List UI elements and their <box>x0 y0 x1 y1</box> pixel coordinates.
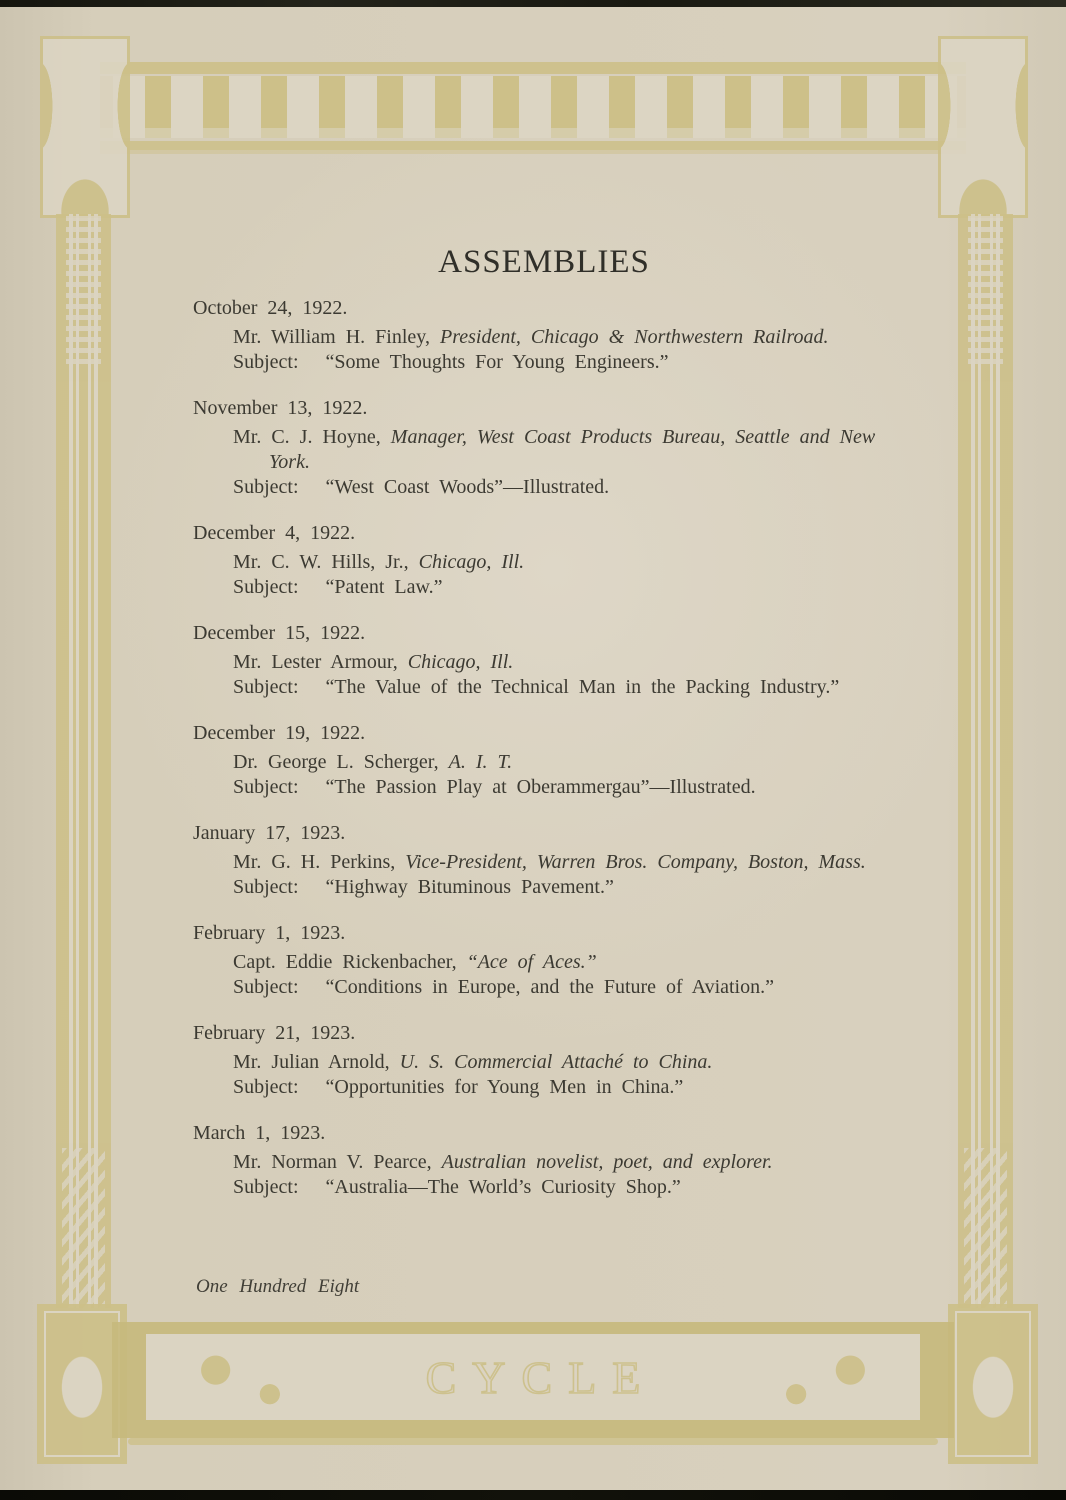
assembly-speaker-line <box>233 850 895 875</box>
assembly-entry <box>193 921 895 1000</box>
assembly-speaker-line <box>233 950 895 975</box>
subject-text: “The Value of the Technical Man in the Packing Industry.” <box>325 676 840 698</box>
subject-text: “Opportunities for Young Men in China.” <box>325 1076 684 1098</box>
subject-label: Subject: <box>233 1076 309 1098</box>
border-pillar-left <box>56 214 111 1308</box>
border-bottom-band <box>112 1322 954 1438</box>
subject-label: Subject: <box>233 1176 309 1198</box>
assembly-date: December 15, 1922. <box>193 622 366 644</box>
border-corner-top-left <box>40 36 130 218</box>
assembly-date: January 17, 1923. <box>193 822 346 844</box>
speaker-name: Mr. Norman V. Pearce, <box>233 1151 442 1173</box>
assembly-subject-line <box>233 575 895 600</box>
speaker-affiliation: A. I. T. <box>448 751 513 773</box>
border-bottom-rail <box>128 1438 938 1445</box>
assembly-date: December 4, 1922. <box>193 522 356 544</box>
speaker-name: Mr. Lester Armour, <box>233 651 408 673</box>
subject-text: “Australia—The World’s Curiosity Shop.” <box>325 1176 681 1198</box>
border-corner-bottom-right <box>948 1304 1038 1464</box>
assembly-entry <box>193 821 895 900</box>
cycle-motif-text: CYCLE <box>425 1351 657 1403</box>
assembly-entry <box>193 396 895 500</box>
speaker-affiliation: Australian novelist, poet, and explorer. <box>441 1151 773 1173</box>
assembly-entry <box>193 1121 895 1200</box>
speaker-affiliation: “Ace of Aces.” <box>466 951 597 973</box>
assembly-subject-line <box>233 1075 895 1100</box>
speaker-name: Mr. Julian Arnold, <box>233 1051 400 1073</box>
speaker-affiliation: Manager, West Coast Products Bureau, Seattle and New York. <box>269 426 876 473</box>
assembly-entry <box>193 521 895 600</box>
assembly-date: December 19, 1922. <box>193 722 366 744</box>
page-number-folio: One Hundred Eight <box>196 1276 360 1297</box>
page-title: ASSEMBLIES <box>438 244 650 280</box>
subject-label: Subject: <box>233 476 309 498</box>
subject-label: Subject: <box>233 576 309 598</box>
speaker-affiliation: Chicago, Ill. <box>407 651 514 673</box>
subject-text: “Conditions in Europe, and the Future of Aviation.” <box>325 976 774 998</box>
assembly-entry <box>193 296 895 375</box>
subject-text: “Some Thoughts For Young Engineers.” <box>325 351 669 373</box>
speaker-name: Mr. C. W. Hills, Jr., <box>233 551 419 573</box>
assembly-subject-line <box>233 975 895 1000</box>
subject-label: Subject: <box>233 776 309 798</box>
assembly-entry <box>193 721 895 800</box>
assembly-speaker-line <box>233 1050 895 1075</box>
assembly-date: March 1, 1923. <box>193 1122 326 1144</box>
scan-edge-bottom <box>0 1490 1066 1500</box>
assembly-speaker-line <box>233 1150 895 1175</box>
subject-text: “Highway Bituminous Pavement.” <box>325 876 614 898</box>
border-top-lower-rail <box>100 141 966 150</box>
assembly-subject-line <box>233 875 895 900</box>
speaker-name: Mr. William H. Finley, <box>233 326 440 348</box>
subject-label: Subject: <box>233 876 309 898</box>
speaker-affiliation: President, Chicago & Northwestern Railroad. <box>439 326 829 348</box>
speaker-name: Dr. George L. Scherger, <box>233 751 449 773</box>
subject-text: “Patent Law.” <box>325 576 443 598</box>
border-pillar-right <box>958 214 1013 1308</box>
border-bottom-scrollwork <box>146 1334 920 1420</box>
assembly-date: February 1, 1923. <box>193 922 346 944</box>
border-corner-top-right <box>938 36 1028 218</box>
assembly-date: November 13, 1922. <box>193 397 368 419</box>
assembly-list <box>193 296 895 1200</box>
assembly-subject-line <box>233 350 895 375</box>
speaker-affiliation: Chicago, Ill. <box>418 551 525 573</box>
speaker-name: Mr. C. J. Hoyne, <box>233 426 391 448</box>
assembly-speaker-line <box>233 650 895 675</box>
assembly-speaker-line <box>233 550 895 575</box>
speaker-name: Mr. G. H. Perkins, <box>233 851 406 873</box>
assembly-date: February 21, 1923. <box>193 1022 356 1044</box>
assembly-speaker-line <box>233 750 895 775</box>
assembly-subject-line <box>233 1175 895 1200</box>
border-top-panels <box>100 76 966 138</box>
assembly-speaker-line <box>233 425 895 475</box>
speaker-affiliation: U. S. Commercial Attaché to China. <box>399 1051 713 1073</box>
subject-text: “The Passion Play at Oberammergau”—Illustrated. <box>325 776 756 798</box>
assembly-entry <box>193 621 895 700</box>
page-body <box>193 244 895 1221</box>
subject-label: Subject: <box>233 676 309 698</box>
speaker-affiliation: Vice-President, Warren Bros. Company, Boston, Mass. <box>405 851 866 873</box>
assembly-subject-line <box>233 475 895 500</box>
assembly-subject-line <box>233 675 895 700</box>
border-top-rail <box>100 62 966 74</box>
speaker-name: Capt. Eddie Rickenbacher, <box>233 951 467 973</box>
assembly-speaker-line <box>233 325 895 350</box>
subject-label: Subject: <box>233 351 309 373</box>
scan-edge-top <box>0 0 1066 7</box>
subject-text: “West Coast Woods”—Illustrated. <box>325 476 610 498</box>
assembly-subject-line <box>233 775 895 800</box>
assembly-entry <box>193 1021 895 1100</box>
subject-label: Subject: <box>233 976 309 998</box>
assembly-date: October 24, 1922. <box>193 297 348 319</box>
border-top-colonnade <box>100 62 966 162</box>
